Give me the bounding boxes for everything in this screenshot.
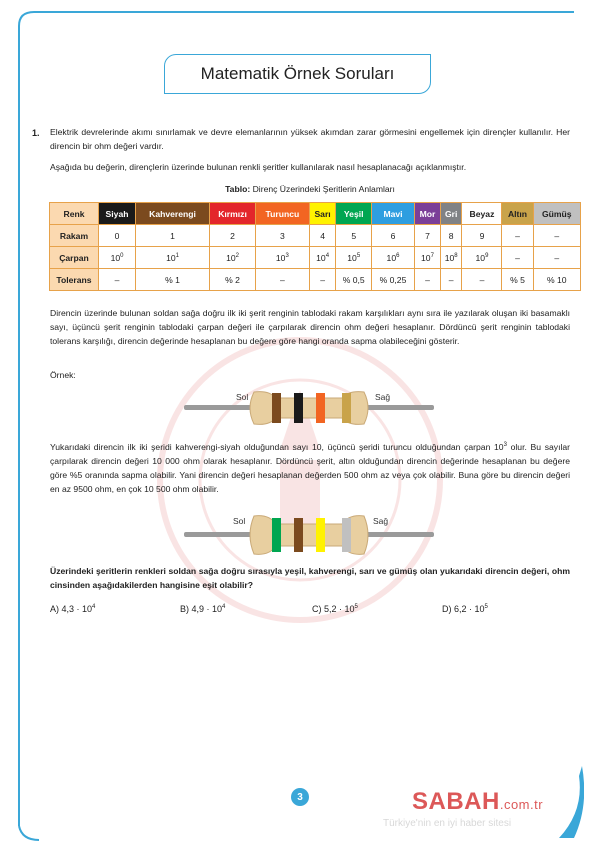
table-cell: 8 <box>440 225 462 247</box>
table-cell: % 0,25 <box>372 269 415 291</box>
table-cell: – <box>440 269 462 291</box>
explain-paragraph: Aşağıda bu değerin, dirençlerin üzerinde bulunan renkli şeritler kullanılarak nasıl hesaplanacağı açıklanmıştır. <box>50 162 467 172</box>
cell-exponent: 5 <box>356 252 361 259</box>
option-c[interactable] <box>312 604 358 614</box>
color-header-9: Beyaz <box>462 203 502 225</box>
page-number: 3 <box>291 788 309 806</box>
brand-name: SABAH <box>412 788 500 815</box>
row-label: Çarpan <box>50 247 99 269</box>
option-b[interactable] <box>180 604 225 614</box>
table-cell: % 1 <box>136 269 210 291</box>
color-header-1: Kahverengi <box>136 203 210 225</box>
cell-exponent: 2 <box>235 252 239 259</box>
table-cell: 6 <box>372 225 415 247</box>
question-number: 1. <box>32 128 40 138</box>
table-cell <box>136 247 210 269</box>
option-a[interactable] <box>50 604 95 614</box>
table-cell <box>440 247 462 269</box>
option-letter: B) <box>180 604 189 614</box>
resistor-2 <box>184 512 434 558</box>
example-text-1: Yukarıdaki direncin ilk iki şeridi kahverengi-siyah olduğundan sayı 10, üçüncü şeridi turuncu olduğundan çarpan 10 <box>50 441 504 452</box>
table-cell <box>210 247 256 269</box>
brand-slogan: Türkiye'nin en iyi haber sitesi <box>383 818 512 829</box>
resistor2-left-label: Sol <box>233 516 246 526</box>
resistor-band <box>316 518 325 552</box>
cell-base: 10 <box>386 252 397 263</box>
resistor-band <box>272 393 281 423</box>
table-cell: – <box>533 225 580 247</box>
table-cell: 0 <box>99 225 136 247</box>
table-cell <box>372 247 415 269</box>
option-value: 4,3 · 10 <box>61 604 93 614</box>
color-header-11: Gümüş <box>533 203 580 225</box>
table-cell: – <box>502 225 533 247</box>
table-caption <box>50 184 570 194</box>
table-cell: – <box>414 269 440 291</box>
cell-base: 10 <box>421 252 431 263</box>
resistor-band <box>342 518 351 552</box>
cell-exponent: 7 <box>430 252 434 259</box>
option-value: 5,2 · 10 <box>324 604 355 614</box>
cell-base: 10 <box>166 252 176 263</box>
color-header-6: Mavi <box>372 203 415 225</box>
resistor-band <box>294 518 303 552</box>
cell-base: 10 <box>110 252 121 263</box>
option-exponent: 4 <box>92 604 96 610</box>
table-cell <box>336 247 372 269</box>
table-row <box>50 225 581 247</box>
question-text: Üzerindeki şeritlerin renkleri soldan sağa doğru sırasıyla yeşil, kahverengi, sarı ve gümüş olan yukarıdaki direncin değeri, ohm cinsinden aşağıdakilerden hangisine eşit olabilir? <box>50 566 570 591</box>
table-caption-label: Tablo: <box>225 184 251 194</box>
cell-exponent: 1 <box>175 252 179 259</box>
example-exponent: 3 <box>503 442 507 448</box>
table-cell: – <box>99 269 136 291</box>
table-cell: – <box>462 269 502 291</box>
resistor-band <box>342 393 351 423</box>
brand-tld: .com.tr <box>499 797 544 812</box>
option-value: 6,2 · 10 <box>454 604 485 614</box>
table-cell <box>255 247 309 269</box>
table-caption-text: Direnç Üzerindeki Şeritlerin Anlamları <box>250 184 395 194</box>
option-d[interactable] <box>442 604 488 614</box>
option-exponent: 4 <box>222 604 226 610</box>
resistor2-right-label: Sağ <box>373 516 389 526</box>
cell-base: 10 <box>475 252 486 263</box>
page-title: Matematik Örnek Soruları <box>164 54 431 94</box>
resistor-band <box>294 393 303 423</box>
table-cell: 9 <box>462 225 502 247</box>
cell-base: 10 <box>226 252 236 263</box>
row-label: Rakam <box>50 225 99 247</box>
option-letter: C) <box>312 604 322 614</box>
brand-logo <box>412 788 543 816</box>
color-header-0: Siyah <box>99 203 136 225</box>
option-exponent: 5 <box>354 604 358 610</box>
color-header-5: Yeşil <box>336 203 372 225</box>
color-header-7: Mor <box>414 203 440 225</box>
intro-paragraph: Elektrik devrelerinde akımı sınırlamak ve devre elemanlarının yüksek akımdan zarar görmesini engellemek için dirençler kullanılır. Her direncin bir ohm değeri vardır. <box>50 127 570 152</box>
table-cell: – <box>502 247 533 269</box>
cell-base: 10 <box>444 252 455 263</box>
resistor-band <box>316 393 325 423</box>
table-cell: 3 <box>255 225 309 247</box>
table-row <box>50 269 581 291</box>
table-cell: % 2 <box>210 269 256 291</box>
table-cell <box>462 247 502 269</box>
table-cell: % 0,5 <box>336 269 372 291</box>
resistor-band <box>272 518 281 552</box>
table-header-row <box>50 203 581 225</box>
resistor1-left-label: Sol <box>236 392 249 402</box>
color-header-3: Turuncu <box>255 203 309 225</box>
cell-exponent: 9 <box>485 252 489 259</box>
resistor1-right-label: Sağ <box>375 392 391 402</box>
table-cell: 4 <box>309 225 336 247</box>
example-text-2: olur. Bu sayılar çarpılarak direncin değeri 10 000 ohm olarak hesaplanır. Dördüncü şerit, altın olduğundan direncin değerinde hesaplanan bu değere göre %5 oranında sapma olabilir. Yani direncin değeri hesaplanan değerden 500 ohm az veya çok olabilir. Buna göre bu direncin değeri en az 9500 ohm, en çok 10 500 ohm olabilir. <box>50 441 571 495</box>
option-exponent: 5 <box>484 604 488 610</box>
example-label: Örnek: <box>50 370 76 380</box>
table-cell: 5 <box>336 225 372 247</box>
table-cell: 2 <box>210 225 256 247</box>
color-header-10: Altın <box>502 203 533 225</box>
table-cell: – <box>255 269 309 291</box>
row-label: Tolerans <box>50 269 99 291</box>
table-cell: – <box>533 247 580 269</box>
option-value: 4,9 · 10 <box>191 604 223 614</box>
resistor-color-table <box>49 202 581 291</box>
table-cell: % 5 <box>502 269 533 291</box>
color-header-8: Gri <box>440 203 462 225</box>
example-paragraph <box>50 438 570 497</box>
cell-exponent: 8 <box>454 252 458 259</box>
table-cell <box>99 247 136 269</box>
option-letter: A) <box>50 604 59 614</box>
cell-exponent: 3 <box>285 252 289 259</box>
table-cell <box>309 247 336 269</box>
cell-exponent: 6 <box>396 252 400 259</box>
cell-exponent: 0 <box>120 252 124 259</box>
color-header-2: Kırmızı <box>210 203 256 225</box>
table-cell: % 10 <box>533 269 580 291</box>
color-header-4: Sarı <box>309 203 336 225</box>
cell-base: 10 <box>347 252 357 263</box>
table-cell: 7 <box>414 225 440 247</box>
table-header-label: Renk <box>50 203 99 225</box>
table-cell: – <box>309 269 336 291</box>
cell-base: 10 <box>316 252 326 263</box>
table-cell: 1 <box>136 225 210 247</box>
cell-base: 10 <box>275 252 286 263</box>
table-cell <box>414 247 440 269</box>
option-letter: D) <box>442 604 452 614</box>
table-row <box>50 247 581 269</box>
cell-exponent: 4 <box>325 252 330 259</box>
rule-paragraph: Direncin üzerinde bulunan soldan sağa doğru ilk iki şerit renginin tablodaki rakam karşılıkları aynı sıra ile yazılarak oluşan iki basamaklı sayı, üçüncü şerit renginin tablodaki çarpan değeri ile çarpılarak direncin ohm değeri hesaplanır. Dördüncü şerit renginin tablodaki tolerans karşılığı, direncin değerinde hesaplanan bu değere göre hangi oranda sapma olabileceğini gösterir. <box>50 308 570 347</box>
resistor-1 <box>184 388 434 428</box>
